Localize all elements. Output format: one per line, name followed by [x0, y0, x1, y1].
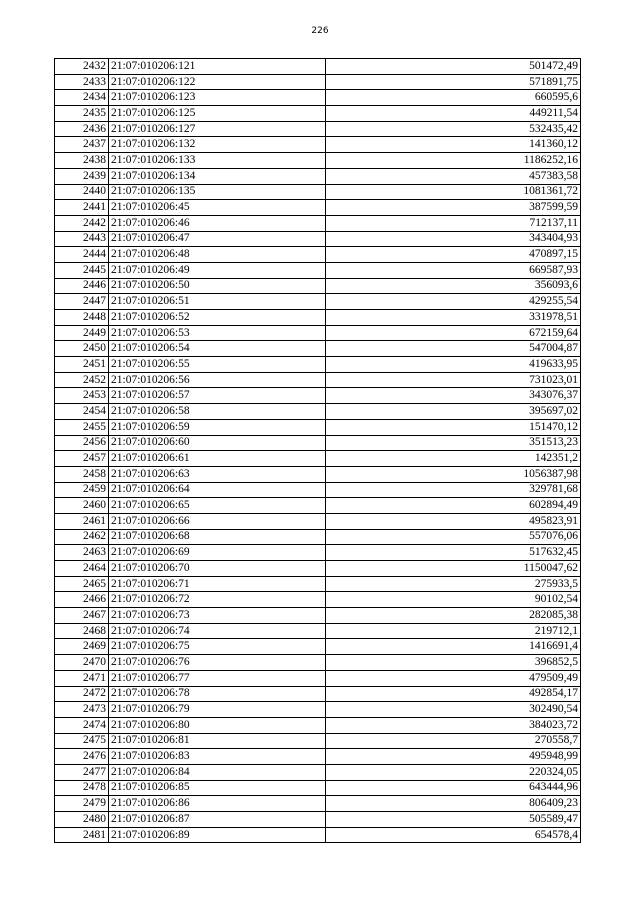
cadastral-value-cell: 343076,37: [326, 388, 581, 404]
cadastral-value-cell: 220324,05: [326, 764, 581, 780]
table-row: [55, 372, 581, 388]
row-number-cell: 2474: [55, 717, 109, 733]
cadastral-number-cell: 21:07:010206:45: [109, 200, 326, 216]
table-row: [55, 357, 581, 373]
row-number-cell: 2453: [55, 388, 109, 404]
cadastral-value-cell: 343404,93: [326, 231, 581, 247]
cadastral-value-cell: 141360,12: [326, 137, 581, 153]
row-number-cell: 2465: [55, 576, 109, 592]
cadastral-value-cell: 1056387,98: [326, 466, 581, 482]
row-number-cell: 2434: [55, 90, 109, 106]
cadastral-value-cell: 356093,6: [326, 278, 581, 294]
table-row: [55, 106, 581, 122]
cadastral-value-cell: 532435,42: [326, 121, 581, 137]
cadastral-number-cell: 21:07:010206:78: [109, 686, 326, 702]
cadastral-value-cell: 547004,87: [326, 341, 581, 357]
table-row: [55, 545, 581, 561]
cadastral-value-cell: 602894,49: [326, 498, 581, 514]
cadastral-number-cell: 21:07:010206:80: [109, 717, 326, 733]
row-number-cell: 2448: [55, 310, 109, 326]
cadastral-value-cell: 142351,2: [326, 451, 581, 467]
cadastral-value-cell: 571891,75: [326, 74, 581, 90]
row-number-cell: 2468: [55, 623, 109, 639]
table-row: [55, 702, 581, 718]
cadastral-value-cell: 1416691,4: [326, 639, 581, 655]
row-number-cell: 2455: [55, 419, 109, 435]
table-row: [55, 749, 581, 765]
row-number-cell: 2481: [55, 827, 109, 843]
cadastral-value-cell: 282085,38: [326, 608, 581, 624]
table-row: [55, 278, 581, 294]
table-row: [55, 231, 581, 247]
page-number: 226: [311, 26, 329, 36]
cadastral-number-cell: 21:07:010206:79: [109, 702, 326, 718]
table-row: [55, 74, 581, 90]
row-number-cell: 2475: [55, 733, 109, 749]
row-number-cell: 2437: [55, 137, 109, 153]
cadastral-value-cell: 672159,64: [326, 325, 581, 341]
table-row: [55, 466, 581, 482]
cadastral-number-cell: 21:07:010206:63: [109, 466, 326, 482]
cadastral-value-cell: 495948,99: [326, 749, 581, 765]
table-row: [55, 262, 581, 278]
table-row: [55, 623, 581, 639]
cadastral-number-cell: 21:07:010206:71: [109, 576, 326, 592]
row-number-cell: 2442: [55, 215, 109, 231]
row-number-cell: 2461: [55, 513, 109, 529]
cadastral-number-cell: 21:07:010206:135: [109, 184, 326, 200]
row-number-cell: 2435: [55, 106, 109, 122]
cadastral-number-cell: 21:07:010206:84: [109, 764, 326, 780]
cadastral-number-cell: 21:07:010206:75: [109, 639, 326, 655]
row-number-cell: 2476: [55, 749, 109, 765]
cadastral-number-cell: 21:07:010206:49: [109, 262, 326, 278]
table-row: [55, 388, 581, 404]
cadastral-number-cell: 21:07:010206:73: [109, 608, 326, 624]
cadastral-number-cell: 21:07:010206:76: [109, 655, 326, 671]
table-row: [55, 404, 581, 420]
cadastral-value-table: [54, 58, 581, 843]
cadastral-number-cell: 21:07:010206:60: [109, 435, 326, 451]
cadastral-value-cell: 517632,45: [326, 545, 581, 561]
cadastral-number-cell: 21:07:010206:66: [109, 513, 326, 529]
row-number-cell: 2478: [55, 780, 109, 796]
cadastral-value-cell: 302490,54: [326, 702, 581, 718]
row-number-cell: 2444: [55, 247, 109, 263]
row-number-cell: 2440: [55, 184, 109, 200]
table-row: [55, 717, 581, 733]
row-number-cell: 2436: [55, 121, 109, 137]
cadastral-value-cell: 384023,72: [326, 717, 581, 733]
cadastral-number-cell: 21:07:010206:125: [109, 106, 326, 122]
cadastral-value-cell: 329781,68: [326, 482, 581, 498]
table-row: [55, 90, 581, 106]
cadastral-value-cell: 492854,17: [326, 686, 581, 702]
table-row: [55, 215, 581, 231]
cadastral-value-cell: 457383,58: [326, 168, 581, 184]
table-row: [55, 59, 581, 75]
row-number-cell: 2464: [55, 561, 109, 577]
cadastral-value-cell: 387599,59: [326, 200, 581, 216]
cadastral-number-cell: 21:07:010206:134: [109, 168, 326, 184]
cadastral-value-cell: 151470,12: [326, 419, 581, 435]
table-row: [55, 780, 581, 796]
cadastral-value-cell: 396852,5: [326, 655, 581, 671]
table-row: [55, 513, 581, 529]
row-number-cell: 2458: [55, 466, 109, 482]
cadastral-value-cell: 1081361,72: [326, 184, 581, 200]
table-row: [55, 482, 581, 498]
cadastral-value-cell: 731023,01: [326, 372, 581, 388]
table-body: [55, 59, 581, 843]
cadastral-number-cell: 21:07:010206:52: [109, 310, 326, 326]
row-number-cell: 2457: [55, 451, 109, 467]
cadastral-number-cell: 21:07:010206:61: [109, 451, 326, 467]
row-number-cell: 2462: [55, 529, 109, 545]
cadastral-number-cell: 21:07:010206:127: [109, 121, 326, 137]
table-row: [55, 200, 581, 216]
cadastral-number-cell: 21:07:010206:121: [109, 59, 326, 75]
table-row: [55, 529, 581, 545]
cadastral-number-cell: 21:07:010206:51: [109, 294, 326, 310]
table-row: [55, 576, 581, 592]
cadastral-number-cell: 21:07:010206:68: [109, 529, 326, 545]
cadastral-value-cell: 1150047,62: [326, 561, 581, 577]
table-row: [55, 812, 581, 828]
row-number-cell: 2449: [55, 325, 109, 341]
row-number-cell: 2480: [55, 812, 109, 828]
cadastral-number-cell: 21:07:010206:50: [109, 278, 326, 294]
cadastral-number-cell: 21:07:010206:64: [109, 482, 326, 498]
table-row: [55, 168, 581, 184]
row-number-cell: 2459: [55, 482, 109, 498]
cadastral-number-cell: 21:07:010206:48: [109, 247, 326, 263]
table-row: [55, 827, 581, 843]
cadastral-number-cell: 21:07:010206:55: [109, 357, 326, 373]
row-number-cell: 2445: [55, 262, 109, 278]
cadastral-value-cell: 395697,02: [326, 404, 581, 420]
table-row: [55, 247, 581, 263]
cadastral-value-cell: 660595,6: [326, 90, 581, 106]
table-row: [55, 733, 581, 749]
table-row: [55, 561, 581, 577]
table-row: [55, 341, 581, 357]
cadastral-number-cell: 21:07:010206:89: [109, 827, 326, 843]
table-row: [55, 419, 581, 435]
cadastral-value-cell: 557076,06: [326, 529, 581, 545]
table-row: [55, 310, 581, 326]
cadastral-value-cell: 331978,51: [326, 310, 581, 326]
cadastral-value-cell: 495823,91: [326, 513, 581, 529]
table-row: [55, 764, 581, 780]
row-number-cell: 2454: [55, 404, 109, 420]
row-number-cell: 2473: [55, 702, 109, 718]
table-row: [55, 121, 581, 137]
table-row: [55, 608, 581, 624]
cadastral-value-cell: 479509,49: [326, 670, 581, 686]
cadastral-value-cell: 505589,47: [326, 812, 581, 828]
table-row: [55, 325, 581, 341]
cadastral-number-cell: 21:07:010206:65: [109, 498, 326, 514]
row-number-cell: 2463: [55, 545, 109, 561]
row-number-cell: 2439: [55, 168, 109, 184]
cadastral-value-cell: 219712,1: [326, 623, 581, 639]
cadastral-value-cell: 712137,11: [326, 215, 581, 231]
cadastral-number-cell: 21:07:010206:133: [109, 153, 326, 169]
row-number-cell: 2477: [55, 764, 109, 780]
table-row: [55, 796, 581, 812]
cadastral-value-cell: 669587,93: [326, 262, 581, 278]
table-row: [55, 639, 581, 655]
cadastral-number-cell: 21:07:010206:57: [109, 388, 326, 404]
row-number-cell: 2466: [55, 592, 109, 608]
table-row: [55, 451, 581, 467]
table-row: [55, 137, 581, 153]
row-number-cell: 2472: [55, 686, 109, 702]
cadastral-number-cell: 21:07:010206:54: [109, 341, 326, 357]
cadastral-number-cell: 21:07:010206:46: [109, 215, 326, 231]
row-number-cell: 2467: [55, 608, 109, 624]
cadastral-value-cell: 419633,95: [326, 357, 581, 373]
row-number-cell: 2441: [55, 200, 109, 216]
table-row: [55, 498, 581, 514]
cadastral-number-cell: 21:07:010206:132: [109, 137, 326, 153]
cadastral-value-cell: 1186252,16: [326, 153, 581, 169]
table-row: [55, 294, 581, 310]
table-row: [55, 435, 581, 451]
row-number-cell: 2433: [55, 74, 109, 90]
cadastral-number-cell: 21:07:010206:123: [109, 90, 326, 106]
cadastral-number-cell: 21:07:010206:122: [109, 74, 326, 90]
cadastral-number-cell: 21:07:010206:56: [109, 372, 326, 388]
cadastral-value-cell: 270558,7: [326, 733, 581, 749]
cadastral-number-cell: 21:07:010206:70: [109, 561, 326, 577]
cadastral-number-cell: 21:07:010206:72: [109, 592, 326, 608]
cadastral-number-cell: 21:07:010206:74: [109, 623, 326, 639]
cadastral-number-cell: 21:07:010206:77: [109, 670, 326, 686]
cadastral-value-cell: 429255,54: [326, 294, 581, 310]
cadastral-number-cell: 21:07:010206:83: [109, 749, 326, 765]
cadastral-number-cell: 21:07:010206:86: [109, 796, 326, 812]
row-number-cell: 2456: [55, 435, 109, 451]
row-number-cell: 2432: [55, 59, 109, 75]
row-number-cell: 2479: [55, 796, 109, 812]
row-number-cell: 2460: [55, 498, 109, 514]
cadastral-number-cell: 21:07:010206:58: [109, 404, 326, 420]
cadastral-value-cell: 501472,49: [326, 59, 581, 75]
table-row: [55, 686, 581, 702]
row-number-cell: 2438: [55, 153, 109, 169]
cadastral-number-cell: 21:07:010206:59: [109, 419, 326, 435]
cadastral-value-cell: 449211,54: [326, 106, 581, 122]
row-number-cell: 2471: [55, 670, 109, 686]
cadastral-value-cell: 275933,5: [326, 576, 581, 592]
cadastral-value-cell: 643444,96: [326, 780, 581, 796]
table-row: [55, 153, 581, 169]
row-number-cell: 2469: [55, 639, 109, 655]
table-row: [55, 670, 581, 686]
cadastral-value-cell: 351513,23: [326, 435, 581, 451]
cadastral-number-cell: 21:07:010206:85: [109, 780, 326, 796]
cadastral-value-cell: 470897,15: [326, 247, 581, 263]
table-row: [55, 592, 581, 608]
row-number-cell: 2451: [55, 357, 109, 373]
cadastral-value-cell: 654578,4: [326, 827, 581, 843]
row-number-cell: 2446: [55, 278, 109, 294]
cadastral-number-cell: 21:07:010206:81: [109, 733, 326, 749]
cadastral-number-cell: 21:07:010206:53: [109, 325, 326, 341]
row-number-cell: 2447: [55, 294, 109, 310]
row-number-cell: 2443: [55, 231, 109, 247]
table-row: [55, 184, 581, 200]
cadastral-number-cell: 21:07:010206:47: [109, 231, 326, 247]
cadastral-value-cell: 806409,23: [326, 796, 581, 812]
table-row: [55, 655, 581, 671]
cadastral-number-cell: 21:07:010206:87: [109, 812, 326, 828]
row-number-cell: 2470: [55, 655, 109, 671]
row-number-cell: 2450: [55, 341, 109, 357]
row-number-cell: 2452: [55, 372, 109, 388]
cadastral-value-cell: 90102,54: [326, 592, 581, 608]
cadastral-number-cell: 21:07:010206:69: [109, 545, 326, 561]
